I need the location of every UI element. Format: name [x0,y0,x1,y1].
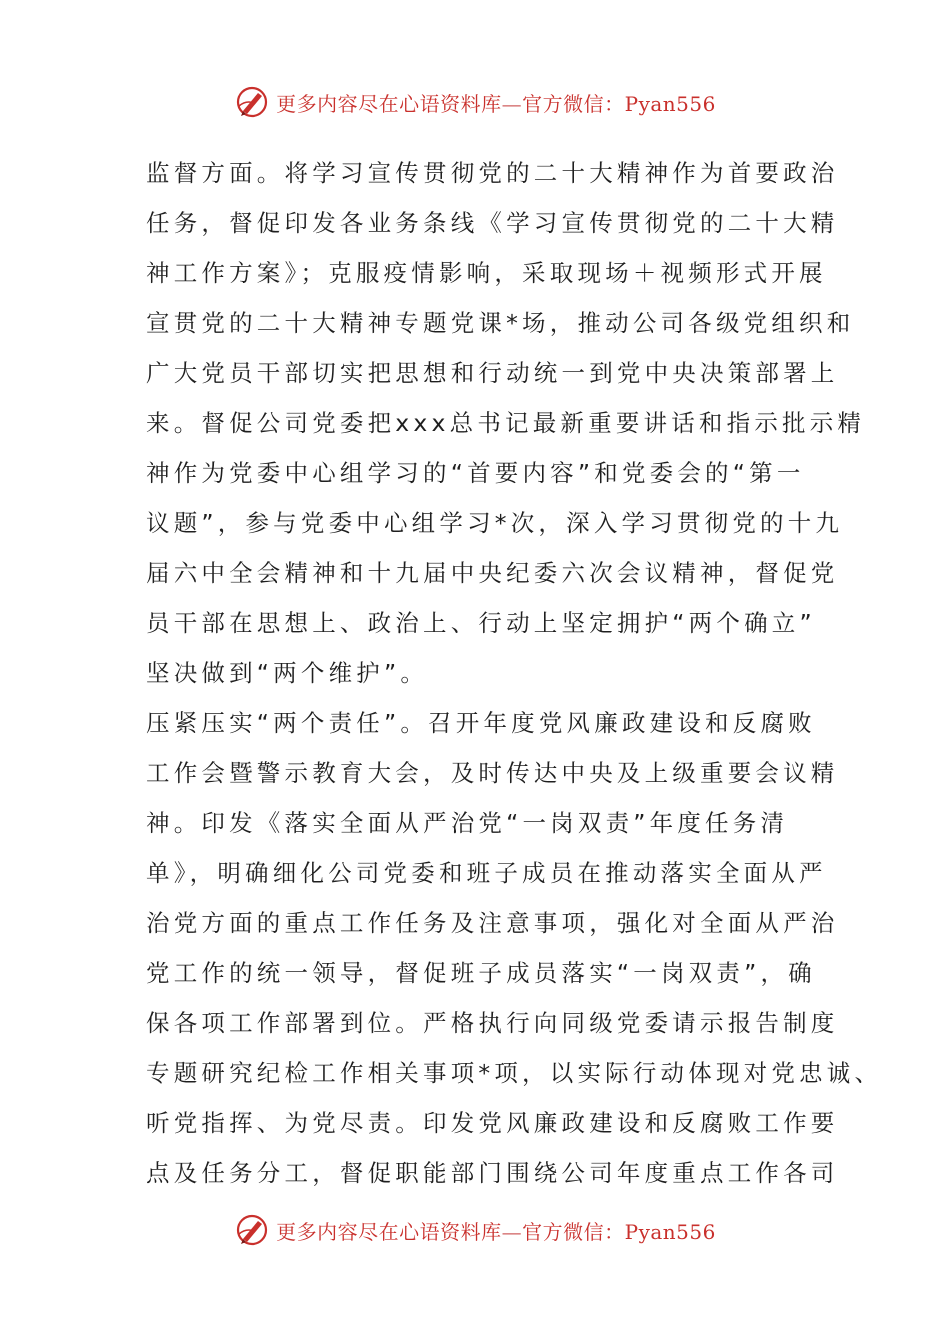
text-line: 神。印发《落实全面从严治党“一岗双责”年度任务清 [146,809,789,837]
banner-separator: — [501,91,523,116]
text-line: 点及任务分工，督促职能部门围绕公司年度重点工作各司 [146,1159,839,1187]
site-name: 更多内容尽在心语资料库 [276,91,502,116]
wechat-id: 官方微信：Pyan556 [522,1219,716,1244]
text-line: 监督方面。将学习宣传贯彻党的二十大精神作为首要政治 [146,159,839,187]
pen-circle-logo-icon [234,84,270,120]
pen-circle-logo-icon [234,1212,270,1248]
header-banner [0,80,950,124]
banner-text [276,1216,716,1245]
text-line: 神工作方案》；克服疫情影响，采取现场＋视频形式开展 [146,259,827,287]
wechat-id: 官方微信：Pyan556 [522,91,716,116]
banner-separator: — [501,1219,523,1244]
text-line: 宣贯党的二十大精神专题党课*场，推动公司各级党组织和 [146,309,855,337]
text-line: 员干部在思想上、政治上、行动上坚定拥护“两个确立” [146,609,816,637]
text-line: 神作为党委中心组学习的“首要内容”和党委会的“第一 [146,459,805,487]
text-line: 专题研究纪检工作相关事项*项，以实际行动体现对党忠诚、 [146,1059,883,1087]
site-name: 更多内容尽在心语资料库 [276,1219,502,1244]
text-line: 单》，明确细化公司党委和班子成员在推动落实全面从严 [146,859,827,887]
text-line: 任务，督促印发各业务条线《学习宣传贯彻党的二十大精 [146,209,839,237]
text-line: 广大党员干部切实把思想和行动统一到党中央决策部署上 [146,359,839,387]
text-line: 党工作的统一领导，督促班子成员落实“一岗双责”，确 [146,959,816,987]
text-line: 听党指挥、为党尽责。印发党风廉政建设和反腐败工作要 [146,1109,839,1137]
footer-banner [0,1208,950,1252]
text-line: 治党方面的重点工作任务及注意事项，强化对全面从严治 [146,909,839,937]
text-line: 工作会暨警示教育大会，及时传达中央及上级重要会议精 [146,759,839,787]
text-line: 保各项工作部署到位。严格执行向同级党委请示报告制度 [146,1009,839,1037]
text-line: 议题”，参与党委中心组学习*次，深入学习贯彻党的十九 [146,509,844,537]
banner-text [276,88,716,117]
text-line: 压紧压实“两个责任”。召开年度党风廉政建设和反腐败 [146,709,816,737]
document-body [146,148,883,1198]
text-line: 届六中全会精神和十九届中央纪委六次会议精神，督促党 [146,559,839,587]
text-line: 来。督促公司党委把xxx总书记最新重要讲话和指示批示精 [146,409,866,437]
text-line: 坚决做到“两个维护”。 [146,659,429,687]
